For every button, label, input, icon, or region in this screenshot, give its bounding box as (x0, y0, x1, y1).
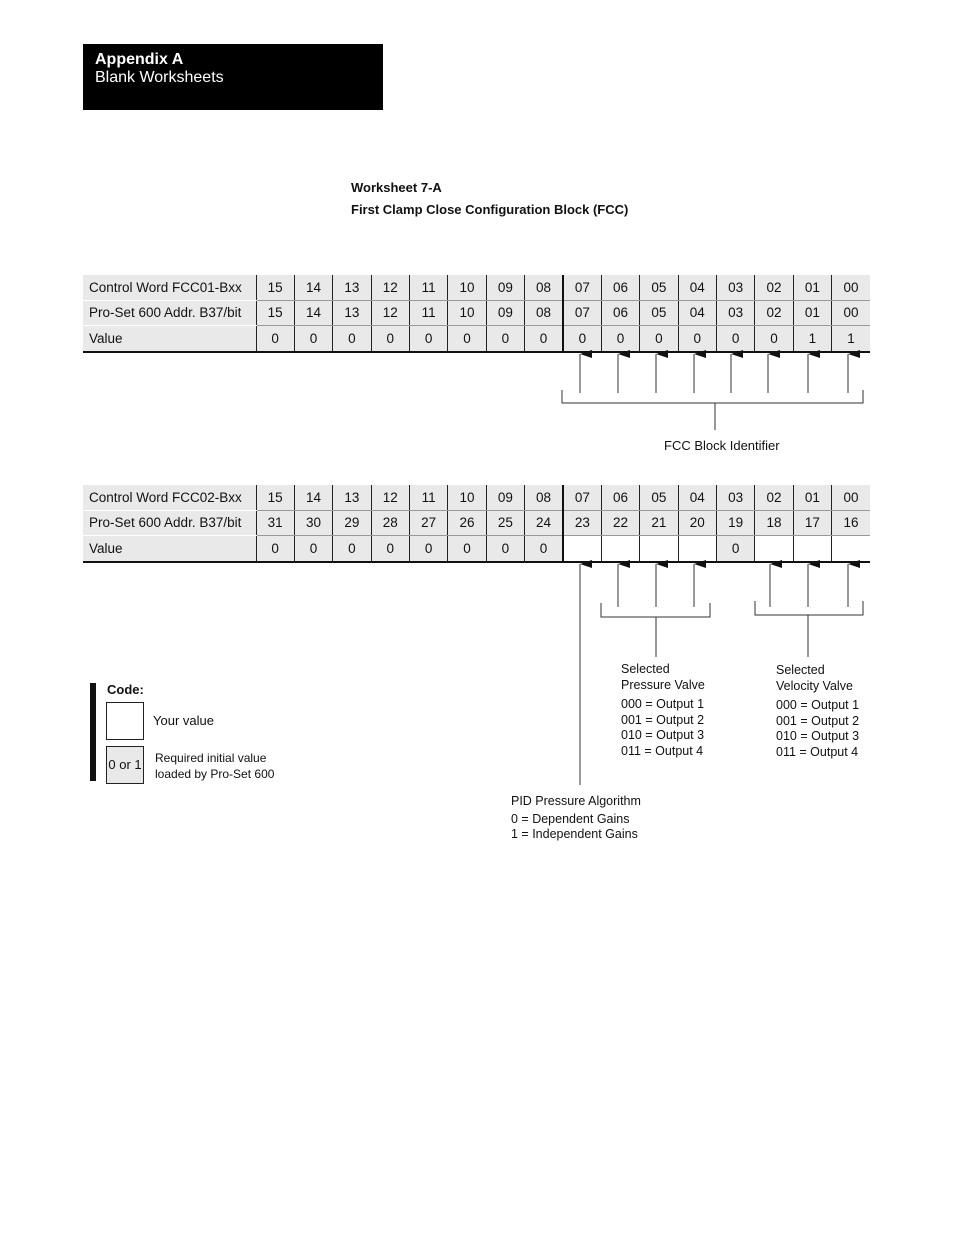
row-label: Control Word FCC02-Bxx (83, 485, 256, 510)
bit-cell: 14 (294, 485, 332, 510)
address-row (83, 510, 870, 536)
pid-algorithm-caption: PID Pressure Algorithm 0 = Dependent Gains 1 = Independent Gains (511, 794, 641, 841)
bit-cell: 11 (410, 300, 448, 326)
bit-cell: 03 (717, 485, 755, 510)
bit-cell: 07 (563, 300, 601, 326)
bit-cell: 18 (755, 510, 793, 536)
pressure-valve-caption: Selected Pressure Valve 000 = Output 1 001 = Output 2 010 = Output 3 011 = Output 4 (621, 662, 705, 758)
bit-cell (832, 536, 870, 562)
bit-cell: 00 (832, 275, 870, 300)
control-word-table-1 (83, 275, 870, 353)
bit-cell: 0 (678, 326, 716, 352)
bit-cell: 0 (410, 326, 448, 352)
bit-cell: 10 (448, 485, 486, 510)
bit-cell: 02 (755, 300, 793, 326)
bit-cell: 0 (256, 326, 294, 352)
bit-cell: 12 (371, 485, 409, 510)
bit-cell: 08 (525, 300, 563, 326)
bit-cell: 1 (793, 326, 831, 352)
legend-title: Code: (107, 682, 144, 697)
bit-cell: 01 (793, 485, 831, 510)
bit-cell: 13 (333, 300, 371, 326)
bit-cell: 15 (256, 275, 294, 300)
bit-cell: 0 (333, 536, 371, 562)
row-label: Value (83, 326, 256, 352)
bit-cell: 12 (371, 275, 409, 300)
bit-cell: 05 (640, 300, 678, 326)
bit-cell: 04 (678, 275, 716, 300)
bit-cell: 25 (486, 510, 524, 536)
bit-cell: 0 (525, 326, 563, 352)
bit-cell: 11 (410, 485, 448, 510)
bit-cell: 0 (333, 326, 371, 352)
bit-cell: 0 (256, 536, 294, 562)
bit-cell: 15 (256, 485, 294, 510)
bit-cell: 12 (371, 300, 409, 326)
worksheet-number: Worksheet 7-A (351, 180, 442, 195)
bit-cell: 06 (601, 300, 639, 326)
bit-cell: 02 (755, 485, 793, 510)
bit-cell: 0 (601, 326, 639, 352)
bit-cell: 02 (755, 275, 793, 300)
bit-cell: 11 (410, 275, 448, 300)
velocity-valve-caption: Selected Velocity Valve 000 = Output 1 001 = Output 2 010 = Output 3 011 = Output 4 (776, 663, 860, 759)
bit-cell: 26 (448, 510, 486, 536)
bit-cell: 14 (294, 300, 332, 326)
row-label: Value (83, 536, 256, 562)
control-word-row (83, 275, 870, 300)
bit-cell: 0 (717, 326, 755, 352)
bit-cell: 17 (793, 510, 831, 536)
bit-cell: 10 (448, 275, 486, 300)
bit-cell: 09 (486, 485, 524, 510)
bit-cell: 31 (256, 510, 294, 536)
bit-cell: 0 (563, 326, 601, 352)
worksheet-title: First Clamp Close Configuration Block (FCC) (351, 202, 629, 217)
bit-cell: 0 (448, 536, 486, 562)
control-word-table-2 (83, 485, 870, 563)
bit-cell: 07 (563, 275, 601, 300)
bit-cell: 19 (717, 510, 755, 536)
bit-cell: 0 (294, 536, 332, 562)
bit-cell: 14 (294, 275, 332, 300)
bit-cell: 04 (678, 300, 716, 326)
bit-cell: 0 (448, 326, 486, 352)
bit-cell: 01 (793, 300, 831, 326)
bit-cell: 09 (486, 300, 524, 326)
row-label: Pro-Set 600 Addr. B37/bit (83, 300, 256, 326)
bit-cell: 03 (717, 275, 755, 300)
appendix-header (83, 44, 383, 110)
your-value-swatch (106, 702, 144, 740)
bit-cell: 21 (640, 510, 678, 536)
bit-cell: 1 (832, 326, 870, 352)
bit-cell: 22 (601, 510, 639, 536)
bit-cell: 0 (525, 536, 563, 562)
bit-cell: 23 (563, 510, 601, 536)
bit-cell: 24 (525, 510, 563, 536)
appendix-subtitle: Blank Worksheets (95, 69, 224, 86)
bit-cell: 0 (371, 326, 409, 352)
bit-cell: 30 (294, 510, 332, 536)
bit-cell: 0 (294, 326, 332, 352)
required-value-swatch: 0 or 1 (106, 746, 144, 784)
bit-cell: 10 (448, 300, 486, 326)
bit-cell: 13 (333, 275, 371, 300)
bit-cell: 15 (256, 300, 294, 326)
bit-cell: 0 (410, 536, 448, 562)
bit-cell: 16 (832, 510, 870, 536)
bit-cell: 0 (371, 536, 409, 562)
row-label: Control Word FCC01-Bxx (83, 275, 256, 300)
bit-cell (601, 536, 639, 562)
bit-cell: 27 (410, 510, 448, 536)
bit-cell (678, 536, 716, 562)
value-row (83, 536, 870, 562)
bit-cell: 0 (755, 326, 793, 352)
control-word-row (83, 485, 870, 510)
bit-cell (793, 536, 831, 562)
bit-cell: 00 (832, 300, 870, 326)
bit-cell: 13 (333, 485, 371, 510)
bit-cell: 03 (717, 300, 755, 326)
address-row (83, 300, 870, 326)
bit-cell: 00 (832, 485, 870, 510)
required-value-label: Required initial value loaded by Pro-Set 600 (155, 751, 275, 781)
bit-cell: 0 (486, 536, 524, 562)
appendix-title: Appendix A (95, 51, 184, 68)
bit-cell (640, 536, 678, 562)
bit-cell: 06 (601, 485, 639, 510)
bit-cell: 09 (486, 275, 524, 300)
bit-cell: 28 (371, 510, 409, 536)
bit-cell: 20 (678, 510, 716, 536)
bit-cell: 08 (525, 485, 563, 510)
bit-cell: 04 (678, 485, 716, 510)
bit-cell: 08 (525, 275, 563, 300)
bit-cell: 0 (486, 326, 524, 352)
bit-cell: 29 (333, 510, 371, 536)
bit-cell: 0 (717, 536, 755, 562)
bit-cell: 06 (601, 275, 639, 300)
bit-cell: 07 (563, 485, 601, 510)
bit-cell: 0 (640, 326, 678, 352)
value-row (83, 326, 870, 352)
bit-cell: 05 (640, 275, 678, 300)
bit-cell (563, 536, 601, 562)
fcc-block-identifier-label: FCC Block Identifier (664, 438, 780, 453)
row-label: Pro-Set 600 Addr. B37/bit (83, 510, 256, 536)
your-value-label: Your value (153, 713, 214, 728)
bit-cell: 05 (640, 485, 678, 510)
bit-cell: 01 (793, 275, 831, 300)
bit-cell (755, 536, 793, 562)
